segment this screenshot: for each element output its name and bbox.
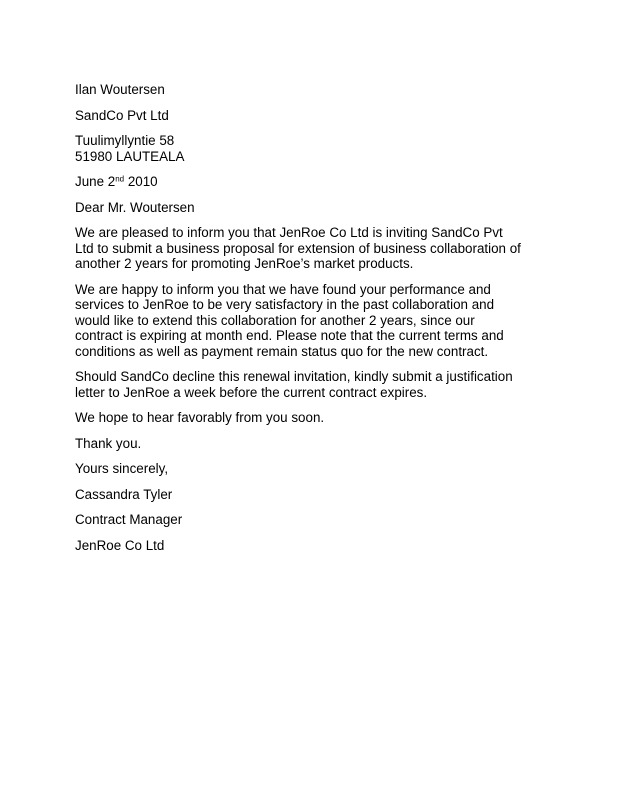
date-year: 2010 xyxy=(124,174,158,189)
paragraph-1 xyxy=(75,225,575,272)
date-ordinal-suffix: nd xyxy=(115,174,125,184)
paragraph-2 xyxy=(75,282,575,360)
sender-title-block xyxy=(75,512,575,528)
date-month-day: June 2 xyxy=(75,174,116,189)
recipient-street: Tuulimyllyntie 58 xyxy=(75,133,175,148)
salutation-block xyxy=(75,200,575,216)
date-line xyxy=(75,174,575,190)
signoff-line: Yours sincerely, xyxy=(75,461,169,476)
recipient-company: SandCo Pvt Ltd xyxy=(75,107,169,123)
sender-name-block xyxy=(75,487,575,503)
paragraph-3 xyxy=(75,369,575,400)
paragraph-line: contract is expiring at month end. Please note that the current terms and xyxy=(75,328,504,343)
thanks-block xyxy=(75,436,575,452)
recipient-company-block xyxy=(75,108,575,124)
recipient-name-block xyxy=(75,82,575,98)
paragraph-line: Ltd to submit a business proposal for extension of business collaboration of xyxy=(75,240,521,256)
sender-company-block xyxy=(75,538,575,554)
sender-title: Contract Manager xyxy=(75,512,183,527)
paragraph-line: We hope to hear favorably from you soon. xyxy=(75,410,325,425)
paragraph-line: conditions as well as payment remain status quo for the new contract. xyxy=(75,343,489,359)
sender-name: Cassandra Tyler xyxy=(75,486,173,502)
paragraph-line: letter to JenRoe a week before the current contract expires. xyxy=(75,384,428,400)
recipient-name: Ilan Woutersen xyxy=(75,82,165,97)
recipient-address xyxy=(75,133,575,164)
paragraph-line: would like to extend this collaboration for another 2 years, since our xyxy=(75,312,475,328)
paragraph-4 xyxy=(75,410,575,426)
signoff-block xyxy=(75,461,575,477)
paragraph-line: Should SandCo decline this renewal invitation, kindly submit a justification xyxy=(75,369,513,384)
paragraph-line: another 2 years for promoting JenRoe’s market products. xyxy=(75,256,414,271)
recipient-postal: 51980 LAUTEALA xyxy=(75,148,185,164)
letter-body xyxy=(75,82,575,563)
paragraph-line: We are happy to inform you that we have found your performance and xyxy=(75,281,491,297)
paragraph-line: services to JenRoe to be very satisfactory in the past collaboration and xyxy=(75,297,495,312)
letter-date xyxy=(75,174,575,190)
salutation: Dear Mr. Woutersen xyxy=(75,199,195,215)
thanks-line: Thank you. xyxy=(75,435,142,451)
paragraph-line: We are pleased to inform you that JenRoe Co Ltd is inviting SandCo Pvt xyxy=(75,225,503,240)
sender-company: JenRoe Co Ltd xyxy=(75,537,165,553)
